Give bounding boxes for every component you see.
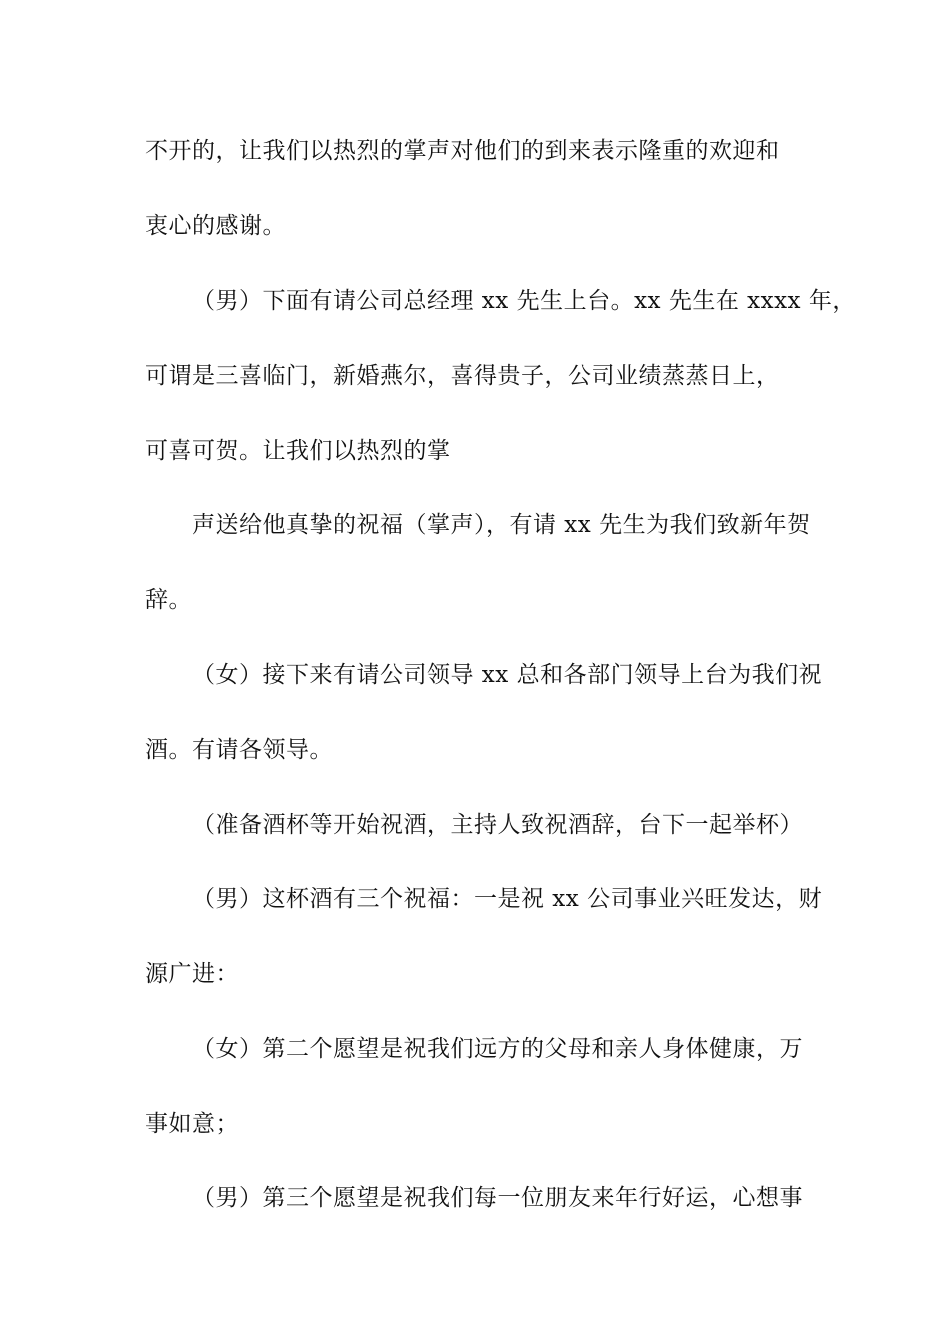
text-line: 可喜可贺。让我们以热烈的掌 — [145, 438, 451, 464]
text-line: 可谓是三喜临门，新婚燕尔，喜得贵子，公司业绩蒸蒸日上， — [145, 363, 780, 389]
text-line: 辞。 — [145, 587, 192, 613]
paragraph-line: （男）这杯酒有三个祝福：一是祝 xx 公司事业兴旺发达，财 — [192, 886, 823, 912]
text-line: 酒。有请各领导。 — [145, 737, 333, 763]
paragraph-line: （男）第三个愿望是祝我们每一位朋友来年行好运，心想事 — [192, 1185, 803, 1211]
text-line: 不开的，让我们以热烈的掌声对他们的到来表示隆重的欢迎和 — [145, 138, 780, 164]
text-line: 衷心的感谢。 — [145, 213, 286, 239]
text-line: 事如意； — [145, 1111, 239, 1137]
paragraph-line: （男）下面有请公司总经理 xx 先生上台。xx 先生在 xxxx 年， — [192, 288, 856, 314]
paragraph-line: （准备酒杯等开始祝酒，主持人致祝酒辞，台下一起举杯） — [192, 812, 803, 838]
paragraph-line: 声送给他真挚的祝福（掌声），有请 xx 先生为我们致新年贺 — [192, 512, 811, 538]
text-line: 源广进： — [145, 961, 239, 987]
paragraph-line: （女）第二个愿望是祝我们远方的父母和亲人身体健康，万 — [192, 1036, 803, 1062]
paragraph-line: （女）接下来有请公司领导 xx 总和各部门领导上台为我们祝 — [192, 662, 823, 688]
